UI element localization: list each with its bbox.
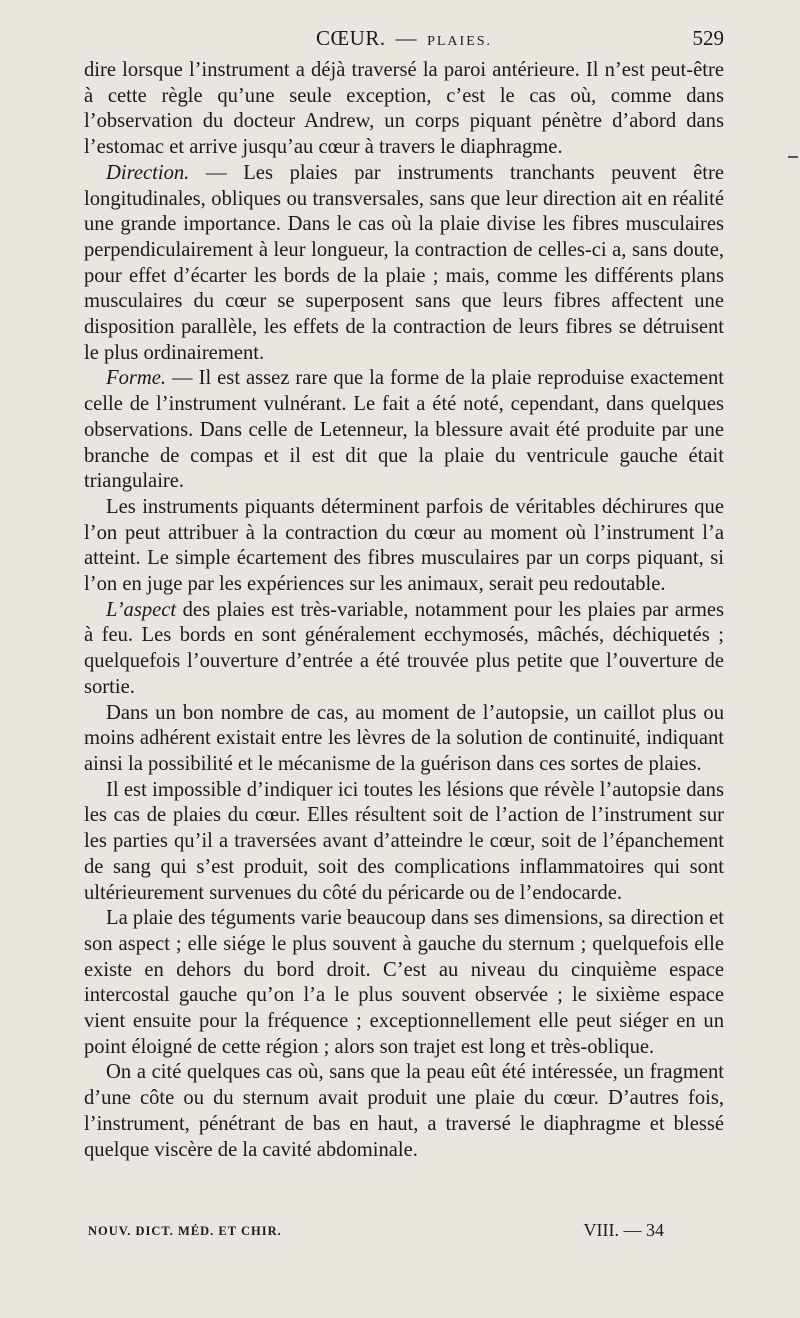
running-header [84, 26, 724, 56]
paragraph [84, 366, 724, 495]
paragraph-text: — Les plaies par instruments tranchants peuvent être longitudinales, obliques ou transversales, sans que leur direction ait en réalité une grande importance. Dans le cas où la plaie divise les fibres musculaires perpendiculairement à leur longueur, la contraction de celles-ci a, sans doute, pour effet d’écarter les bords de la plaie ; mais, comme les différents plans musculaires du cœur se superposent sans que leurs fibres affectent une disposition parallèle, les effets de la contraction de leurs fibres se détruisent le plus ordinairement. [84, 161, 724, 364]
header-title: CŒUR. [315, 26, 386, 50]
page-number: 529 [692, 26, 724, 50]
footer-signature: NOUV. DICT. MÉD. ET CHIR. [88, 1224, 282, 1238]
paragraph [84, 1060, 724, 1163]
header-subtitle: PLAIES. [427, 34, 493, 49]
paragraph-lead: Forme. [106, 367, 167, 390]
paragraph [84, 906, 724, 1060]
paragraph [84, 701, 724, 778]
paragraph [84, 598, 724, 701]
body-text [84, 58, 724, 1163]
paragraph-text: dire lorsque l’instrument a déjà traversé la paroi antérieure. Il n’est peut-être à cette règle qu’une seule exception, c’est le cas où, comme dans l’observation du docteur Andrew, un corps piquant pénètre d’abord dans l’estomac et arrive jusqu’au cœur à travers le diaphragme. [84, 59, 724, 159]
paragraph-lead: L’aspect [106, 598, 177, 621]
header-separator: — [395, 26, 418, 50]
page-footer [84, 1220, 724, 1246]
paragraph [84, 161, 724, 367]
paragraph-text: Il est impossible d’indiquer ici toutes les lésions que révèle l’autopsie dans les cas de plaies du cœur. Elles résultent soit de l’action de l’instrument sur les parties qu’il a traversées avant d’atteindre le cœur, soit de l’épanchement de sang qui s’est produit, soit des complications inflammatoires qui sont ultérieurement survenues du côté du péricarde ou de l’endocarde. [84, 778, 724, 904]
paragraph-text: — Il est assez rare que la forme de la plaie reproduise exactement celle de l’instrument vulnérant. Le fait a été noté, cependant, dans quelques observations. Dans celle de Letenneur, la blessure avait été produite par une branche de compas et il est dit que la plaie du ventricule gauche était triangulaire. [84, 367, 724, 493]
margin-mark [788, 156, 798, 158]
paragraph-text: La plaie des téguments varie beaucoup dans ses dimensions, sa direction et son aspect ; elle siége le plus souvent à gauche du sternum ; quelquefois elle existe en dehors du bord droit. C’est au niveau du cinquième espace intercostal gauche qu’on l’a le plus souvent observée ; le sixième espace vient ensuite pour la fréquence ; exceptionnellement elle peut siéger en un point éloigné de cette région ; alors son trajet est long et très-oblique. [84, 907, 724, 1058]
paragraph [84, 495, 724, 598]
header-title-line [84, 26, 724, 51]
paragraph-text: Les instruments piquants déterminent parfois de véritables déchirures que l’on peut attribuer à la contraction du cœur au moment où l’instrument l’a atteint. Le simple écartement des fibres musculaires par un corps piquant, si l’on en juge par les expériences sur les animaux, serait peu redoutable. [84, 495, 724, 596]
paragraph [84, 778, 724, 907]
paragraph-text: des plaies est très-variable, notamment pour les plaies par armes à feu. Les bords en sont généralement ecchymosés, mâchés, déchiquetés ; quelquefois l’ouverture d’entrée a été trouvée plus petite que l’ouverture de sortie. [84, 598, 724, 698]
paragraph-lead: Direction. [106, 161, 190, 184]
paragraph-text: Dans un bon nombre de cas, au moment de l’autopsie, un caillot plus ou moins adhérent existait entre les lèvres de la solution de continuité, indiquant ainsi la possibilité et le mécanisme de la guérison dans ces sortes de plaies. [84, 701, 724, 775]
paragraph [84, 58, 724, 161]
paragraph-text: On a cité quelques cas où, sans que la peau eût été intéressée, un fragment d’une côte ou du sternum avait produit une plaie du cœur. D’autres fois, l’instrument, pénétrant de bas en haut, a traversé le diaphragme et blessé quelque viscère de la cavité abdominale. [84, 1061, 724, 1161]
footer-volume-sheet: VIII. — 34 [583, 1220, 664, 1240]
